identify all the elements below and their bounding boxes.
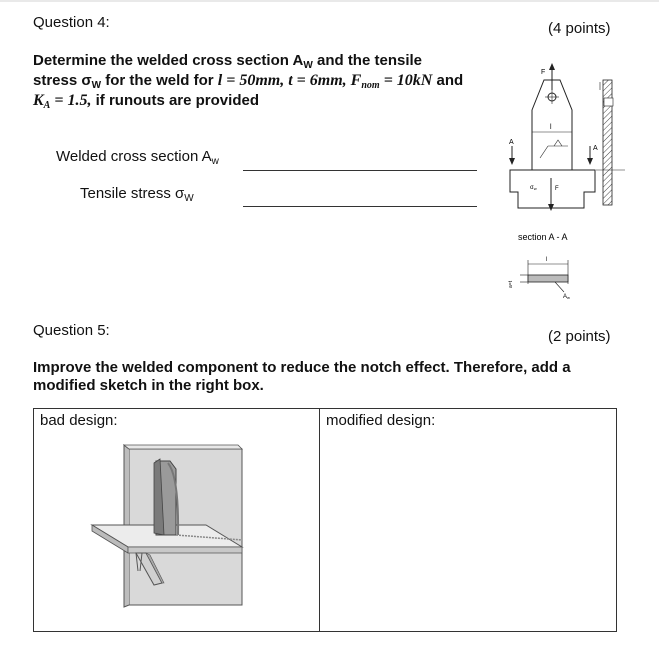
q5-prompt-line1: Improve the welded component to reduce the notch effect. Therefore, add a (33, 359, 571, 376)
weld-section-area (528, 275, 568, 282)
label-a-left: A (509, 139, 514, 146)
tensile-stress-label: Tensile stress $\sigma_W$ (80, 185, 194, 204)
label-a-equals-t: a=t (508, 280, 514, 288)
label-l-section: l (546, 257, 548, 263)
welded-cross-section-answer-line[interactable] (243, 170, 477, 171)
label-sigma-w: σw (530, 185, 537, 191)
q5-points: (2 points) (548, 328, 611, 345)
modified-design-label: modified design: (326, 412, 436, 429)
label-f-top: F (541, 69, 546, 76)
label-f-bottom: F (555, 186, 559, 192)
q4-prompt-line2: stress $\sigma_W$ for the weld for l = 50mm, t = 6mm, $F_{nom} = 10kN$ and (33, 72, 464, 91)
tensile-stress-answer-line[interactable] (243, 206, 477, 207)
modified-design-drawing-area[interactable] (320, 409, 616, 631)
label-aw: Aw (563, 294, 570, 300)
welded-cross-section-label: Welded cross section $A_w$ (56, 148, 219, 167)
label-a-right: A (593, 145, 598, 152)
label-l: l (550, 124, 552, 131)
q4-prompt-line1: Determine the welded cross section $A_W$ and the tensile (33, 52, 423, 71)
section-a-a-title: section A - A (518, 232, 568, 242)
q4-prompt-line3: $K_A = 1.5$, if runouts are provided (33, 92, 259, 111)
q4-title: Question 4: (33, 14, 110, 31)
q5-title: Question 5: (33, 322, 110, 339)
q5-prompt-line2: modified sketch in the right box. (33, 377, 264, 394)
design-comparison-table (33, 408, 617, 632)
top-border (0, 0, 659, 2)
q4-points: (4 points) (548, 20, 611, 37)
bad-design-label: bad design: (40, 412, 118, 429)
weld-joint-figure (500, 58, 625, 308)
bad-design-sketch (84, 437, 264, 612)
base-plate-outline (510, 170, 595, 208)
